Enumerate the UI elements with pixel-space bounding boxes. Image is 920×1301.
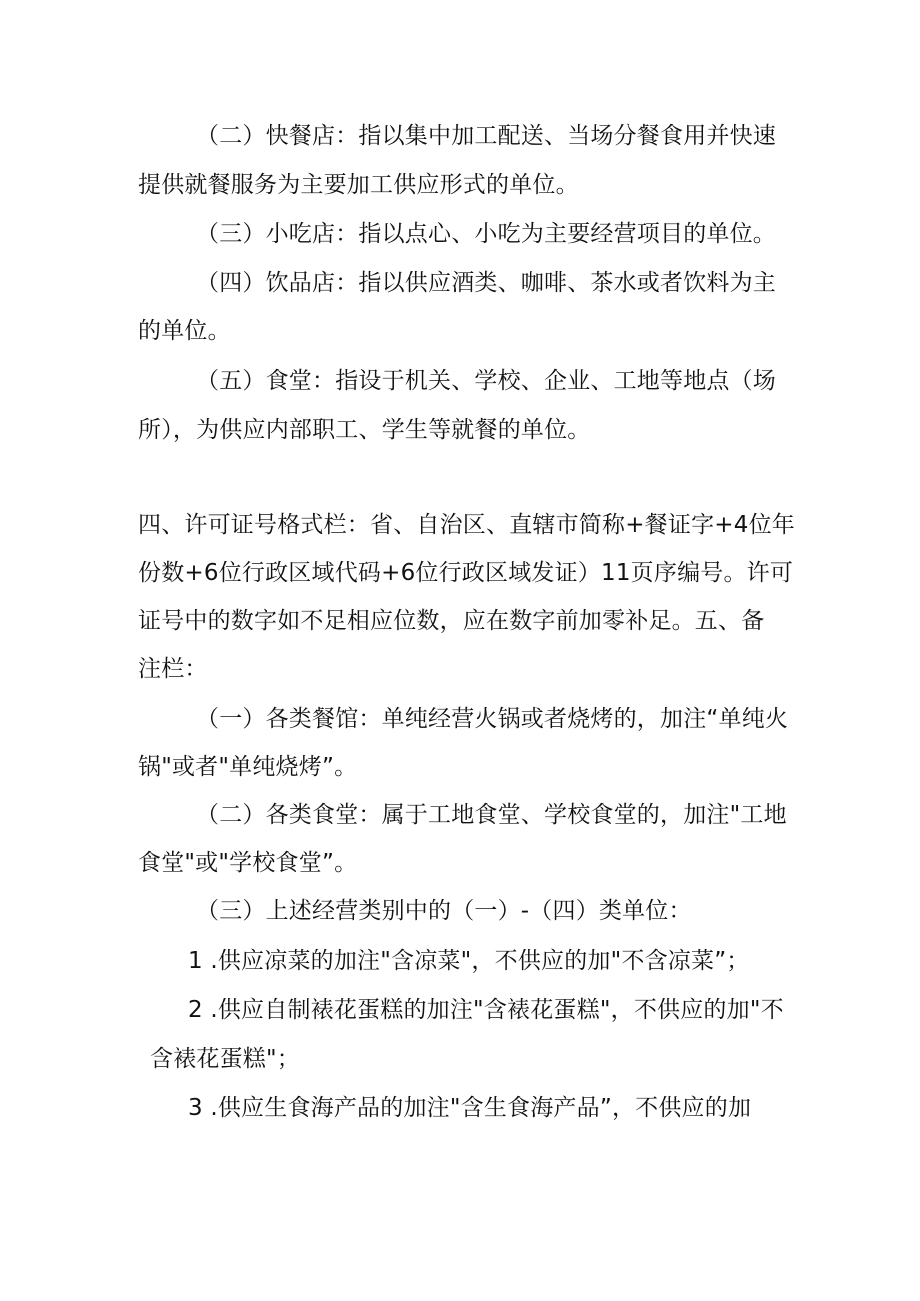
text-line: （二）快餐店：指以集中加工配送、当场分餐食用并快速 — [196, 123, 776, 149]
text-line: （五）食堂：指设于机关、学校、企业、工地等地点（场 — [196, 368, 776, 394]
text-line: 所），为供应内部职工、学生等就餐的单位。 — [138, 417, 591, 443]
text-line: 3 .供应生食海产品的加注"含生食海产品”，不供应的加 — [188, 1095, 752, 1121]
text-line: 锅"或者"单纯烧烤”。 — [138, 754, 358, 780]
text-line: 含裱花蛋糕"； — [150, 1046, 300, 1072]
text-line: 2 .供应自制裱花蛋糕的加注"含裱花蛋糕"，不供应的加"不 — [188, 997, 784, 1023]
text-line: 证号中的数字如不足相应位数，应在数字前加零补足。五、备 — [138, 608, 765, 634]
text-line: 食堂"或"学校食堂”。 — [138, 850, 358, 876]
text-line: （一）各类餐馆：单纯经营火锅或者烧烤的，加注“单纯火 — [196, 706, 789, 732]
text-line: 份数+6位行政区域代码+6位行政区域发证）11页序编号。许可 — [138, 560, 794, 586]
text-line: 提供就餐服务为主要加工供应形式的单位。 — [138, 172, 579, 198]
text-line: （二）各类食堂：属于工地食堂、学校食堂的，加注"工地 — [196, 802, 787, 828]
text-line: 四、许可证号格式栏：省、自治区、直辖市简称+餐证字+4位年 — [138, 512, 795, 538]
text-line: 1 .供应凉菜的加注"含凉菜"，不供应的加"不含凉菜”； — [188, 948, 750, 974]
text-line: 注栏： — [138, 656, 208, 682]
text-line: （四）饮品店：指以供应酒类、咖啡、茶水或者饮料为主 — [196, 270, 776, 296]
text-line: （三）上述经营类别中的（一）-（四）类单位： — [196, 898, 692, 924]
text-line: 的单位。 — [138, 318, 231, 344]
text-line: （三）小吃店：指以点心、小吃为主要经营项目的单位。 — [196, 221, 776, 247]
